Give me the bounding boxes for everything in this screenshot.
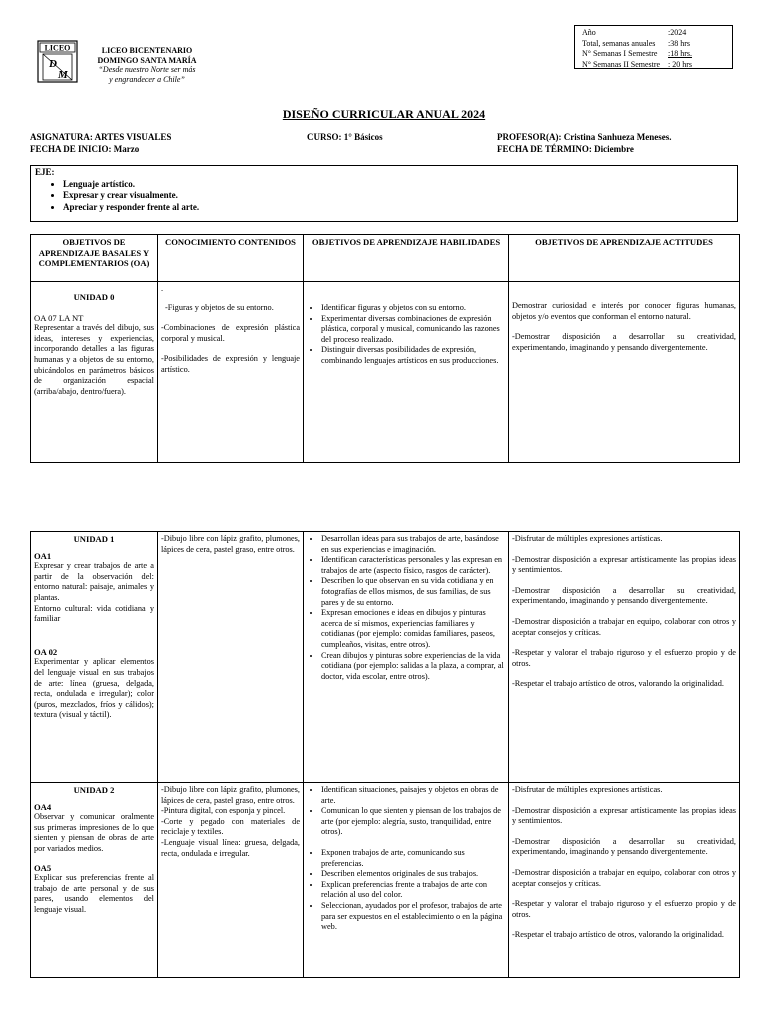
curriculum-table-units xyxy=(30,531,740,978)
unit2-attitude-item: -Demostrar disposición a desarrollar su creatividad, experimentando, imaginando y pensando divergentemente. xyxy=(512,836,736,857)
unit1-oa-extra: Entorno cultural: vida cotidiana y familiar xyxy=(34,603,154,624)
unit2-attitude-item: -Respetar y valorar el trabajo riguroso y el esfuerzo propio y de otros. xyxy=(512,899,736,919)
school-logo-icon xyxy=(37,40,78,83)
unit0-skill-item: • Distinguir diversas posibilidades de expresión, combinando lenguajes artísticos en sus producciones. xyxy=(321,345,505,366)
unit2-attitudes-cell xyxy=(509,783,740,978)
unit0-dot: . xyxy=(161,284,164,293)
unit1-attitude-item: -Respetar y valorar el trabajo riguroso y el esfuerzo propio y de otros. xyxy=(512,648,736,668)
unit1-skills-cell xyxy=(304,532,509,783)
unit2-skill-item: • Exponen trabajos de arte, comunicando sus preferencias. xyxy=(321,848,505,869)
eje-box xyxy=(30,165,738,222)
eje-label: EJE: xyxy=(35,167,55,177)
info-row-semester-2 xyxy=(582,60,732,71)
info-label: N° Semanas I Semestre xyxy=(582,49,658,58)
meta-teacher: PROFESOR(A): Cristina Sanhueza Meneses. xyxy=(497,132,672,142)
unit0-attitudes-cell xyxy=(509,282,740,463)
unit2-content-item: -Lenguaje visual línea: gruesa, delgada, recta, ondulada e irregular. xyxy=(161,837,300,858)
unit2-skills-cell xyxy=(304,783,509,978)
unit2-attitude-item: -Demostrar disposición a trabajar en equipo, colaborar con otros y aceptar consejos y críticas. xyxy=(512,867,736,888)
school-name-line2: DOMINGO SANTA MARÍA xyxy=(97,55,197,65)
unit1-skills-list xyxy=(307,534,505,682)
unit2-skill-item: • Comunican lo que sienten y piensan de los trabajos de arte (por ejemplo: alegría, susto, tranquilidad, entre otros). xyxy=(321,806,505,838)
curriculum-table-unit0 xyxy=(30,234,740,463)
unit1-attitude-item: -Demostrar disposición a trabajar en equipo, colaborar con otros y aceptar consejos y críticas. xyxy=(512,616,736,637)
eje-item: • Expresar y crear visualmente. xyxy=(63,190,733,202)
unit0-oa-code: OA 07 LA NT xyxy=(34,312,84,323)
unit1-attitudes-cell xyxy=(509,532,740,783)
school-motto-line1: “Desde nuestro Norte ser más xyxy=(98,65,196,74)
header-oa: OBJETIVOS DE APRENDIZAJE BASALES Y COMPLEMENTARIOS (OA) xyxy=(31,235,158,282)
table-row-unit0 xyxy=(31,282,740,463)
unit0-contents-cell xyxy=(158,282,304,463)
unit0-skills-list xyxy=(307,303,505,367)
meta-end-date: FECHA DE TÉRMINO: Diciembre xyxy=(497,144,634,154)
unit1-attitude-item: -Respetar el trabajo artístico de otros, valorando la originalidad. xyxy=(512,679,724,689)
unit1-content-item: -Dibujo libre con lápiz grafito, plumones, lápices de cera, pastel graso, entre otros. xyxy=(161,534,300,554)
meta-course: CURSO: 1° Básicos xyxy=(307,132,383,142)
unit2-skills-list-b xyxy=(307,848,505,933)
eje-list xyxy=(35,179,733,214)
table-header-row xyxy=(31,235,740,282)
header-attitudes: OBJETIVOS DE APRENDIZAJE ACTITUDES xyxy=(509,235,740,282)
unit0-oa-cell xyxy=(31,282,158,463)
unit0-attitude-item: -Demostrar disposición a desarrollar su creatividad, experimentando, imaginando y pensando divergentemente. xyxy=(512,332,736,352)
unit2-oa-code: OA4 xyxy=(34,801,52,812)
unit2-skill-item: • Describen elementos originales de sus trabajos. xyxy=(321,869,505,880)
unit1-oa-text: Expresar y crear trabajos de arte a partir de la observación del: entorno natural: paisaje, animales y plantas. xyxy=(34,561,154,602)
unit2-oa-code: OA5 xyxy=(34,862,52,873)
unit0-title: UNIDAD 0 xyxy=(73,292,115,302)
info-row-total-weeks xyxy=(582,39,732,50)
info-label: Año xyxy=(582,28,596,37)
info-label: N° Semanas II Semestre xyxy=(582,59,661,69)
unit1-skill-item: • Describen lo que observan en su vida cotidiana y en fotografías de ellos mismos, de sus familias, de sus pares y de su entorno. xyxy=(321,576,505,608)
info-value: :38 hrs xyxy=(668,38,690,48)
unit2-oa-text: Explicar sus preferencias frente al trabajo de arte personal y de sus pares, usando elementos del lenguaje visual. xyxy=(34,873,154,914)
info-row-semester-1 xyxy=(582,49,732,60)
unit1-contents-cell xyxy=(158,532,304,783)
page-title: DISEÑO CURRICULAR ANUAL 2024 xyxy=(282,107,486,121)
unit2-attitude-item: -Respetar el trabajo artístico de otros, valorando la originalidad. xyxy=(512,930,724,940)
unit0-content-item: -Figuras y objetos de su entorno. xyxy=(165,302,274,312)
eje-item: • Apreciar y responder frente al arte. xyxy=(63,202,733,214)
unit1-attitude-item: -Demostrar disposición a desarrollar su creatividad, experimentando, imaginando y pensando divergentemente. xyxy=(512,585,736,606)
unit1-skill-item: • Crean dibujos y pinturas sobre experiencias de la vida cotidiana (por ejemplo: salidas a la plaza, a comprar, al doctor, vida escolar, entre otros). xyxy=(321,651,505,683)
info-value: : 20 hrs xyxy=(668,59,692,69)
meta-subject: ASIGNATURA: ARTES VISUALES xyxy=(30,132,172,142)
unit0-skill-item: • Experimentar diversas combinaciones de expresión plástica, corporal y musical, comunicando las razones del proceso realizado. xyxy=(321,314,505,346)
unit2-oa-text: Observar y comunicar oralmente sus primeras impresiones de lo que sienten y piensan de obras de arte por variados medios. xyxy=(34,812,154,853)
unit1-oa-code: OA 02 xyxy=(34,646,58,657)
svg-text:M: M xyxy=(58,69,68,81)
unit2-attitude-item: -Demostrar disposición a expresar artísticamente las propias ideas y sentimientos. xyxy=(512,805,736,826)
unit2-title: UNIDAD 2 xyxy=(73,785,115,795)
header-contents: CONOCIMIENTO CONTENIDOS xyxy=(158,235,304,282)
unit1-title: UNIDAD 1 xyxy=(73,534,115,544)
unit1-attitude-item: -Disfrutar de múltiples expresiones artísticas. xyxy=(512,534,663,543)
unit2-contents-cell xyxy=(158,783,304,978)
info-value: :2024 xyxy=(668,28,687,37)
info-label: Total, semanas anuales xyxy=(582,38,656,48)
school-name-line1: LICEO BICENTENARIO xyxy=(101,46,193,55)
unit1-skill-item: • Desarrollan ideas para sus trabajos de arte, basándose en sus experiencias e imaginación. xyxy=(321,534,505,555)
eje-item: • Lenguaje artístico. xyxy=(63,179,733,191)
unit0-skill-item: • Identificar figuras y objetos con su entorno. xyxy=(321,303,505,314)
unit0-skills-cell xyxy=(304,282,509,463)
unit1-attitude-item: -Demostrar disposición a expresar artísticamente las propias ideas y sentimientos. xyxy=(512,554,736,575)
unit2-skill-item: • Identifican situaciones, paisajes y objetos en obras de arte. xyxy=(321,785,505,806)
unit2-oa-cell xyxy=(31,783,158,978)
school-header xyxy=(82,46,212,84)
table-row-unit2 xyxy=(31,783,740,978)
unit2-content-item: -Dibujo libre con lápiz grafito, plumones, lápices de cera, pastel graso, entre otros. xyxy=(161,785,300,805)
table-row-unit1 xyxy=(31,532,740,783)
unit1-oa-cell xyxy=(31,532,158,783)
unit0-attitude-item: Demostrar curiosidad e interés por conocer figuras humanas, objetos y/o eventos que conforman el entorno natural. xyxy=(512,301,736,321)
unit2-skills-list-a xyxy=(307,785,505,838)
info-row-year xyxy=(582,28,732,39)
unit0-content-item: -Posibilidades de expresión y lenguaje artístico. xyxy=(161,354,300,374)
school-motto-line2: y engrandecer a Chile” xyxy=(109,74,185,84)
unit2-attitude-item: -Disfrutar de múltiples expresiones artísticas. xyxy=(512,785,663,794)
unit1-skill-item: • Expresan emociones e ideas en dibujos y pinturas acerca de sí mismos, experiencias familiares y cotidianas (por ejemplo: comidas familiares, paseos, cumpleaños, visitas, entre otros). xyxy=(321,608,505,650)
meta-start-date: FECHA DE INICIO: Marzo xyxy=(30,144,140,154)
svg-text:D: D xyxy=(49,58,57,70)
unit2-content-item: -Corte y pegado con materiales de reciclaje y textiles. xyxy=(161,816,300,837)
course-info-box xyxy=(574,25,733,69)
unit1-skill-item: • Identifican características personales y las expresan en trabajos de arte (aspecto físico, rasgos de carácter). xyxy=(321,555,505,576)
unit0-oa-text: Representar a través del dibujo, sus ideas, intereses y experiencias, incorporando detalles a las figuras humanas y a objetos de su entorno, ubicándolos en parámetros básicos de organización espacial (arriba/abajo, dentro/fuera). xyxy=(34,323,154,396)
unit1-oa-text: Experimentar y aplicar elementos del lenguaje visual en sus trabajos de arte: línea (gruesa, delgada, recta, ondulada e irregular); color (puros, mezclados, fríos y cálidos); textura (visual y táctil). xyxy=(34,657,154,720)
unit2-skill-item: • Explican preferencias frente a trabajos de arte con relación al uso del color. xyxy=(321,880,505,901)
unit2-skill-item: • Seleccionan, ayudados por el profesor, trabajos de arte para ser expuestos en el establecimiento o en la página web. xyxy=(321,901,505,933)
unit1-oa-code: OA1 xyxy=(34,550,52,561)
info-value: :18 hrs. xyxy=(668,49,692,58)
header-skills: OBJETIVOS DE APRENDIZAJE HABILIDADES xyxy=(304,235,509,282)
unit0-content-item: -Combinaciones de expresión plástica corporal y musical. xyxy=(161,323,300,343)
unit2-content-item: -Pintura digital, con esponja y pincel. xyxy=(161,806,286,816)
logo-top-text: LICEO xyxy=(44,43,71,53)
